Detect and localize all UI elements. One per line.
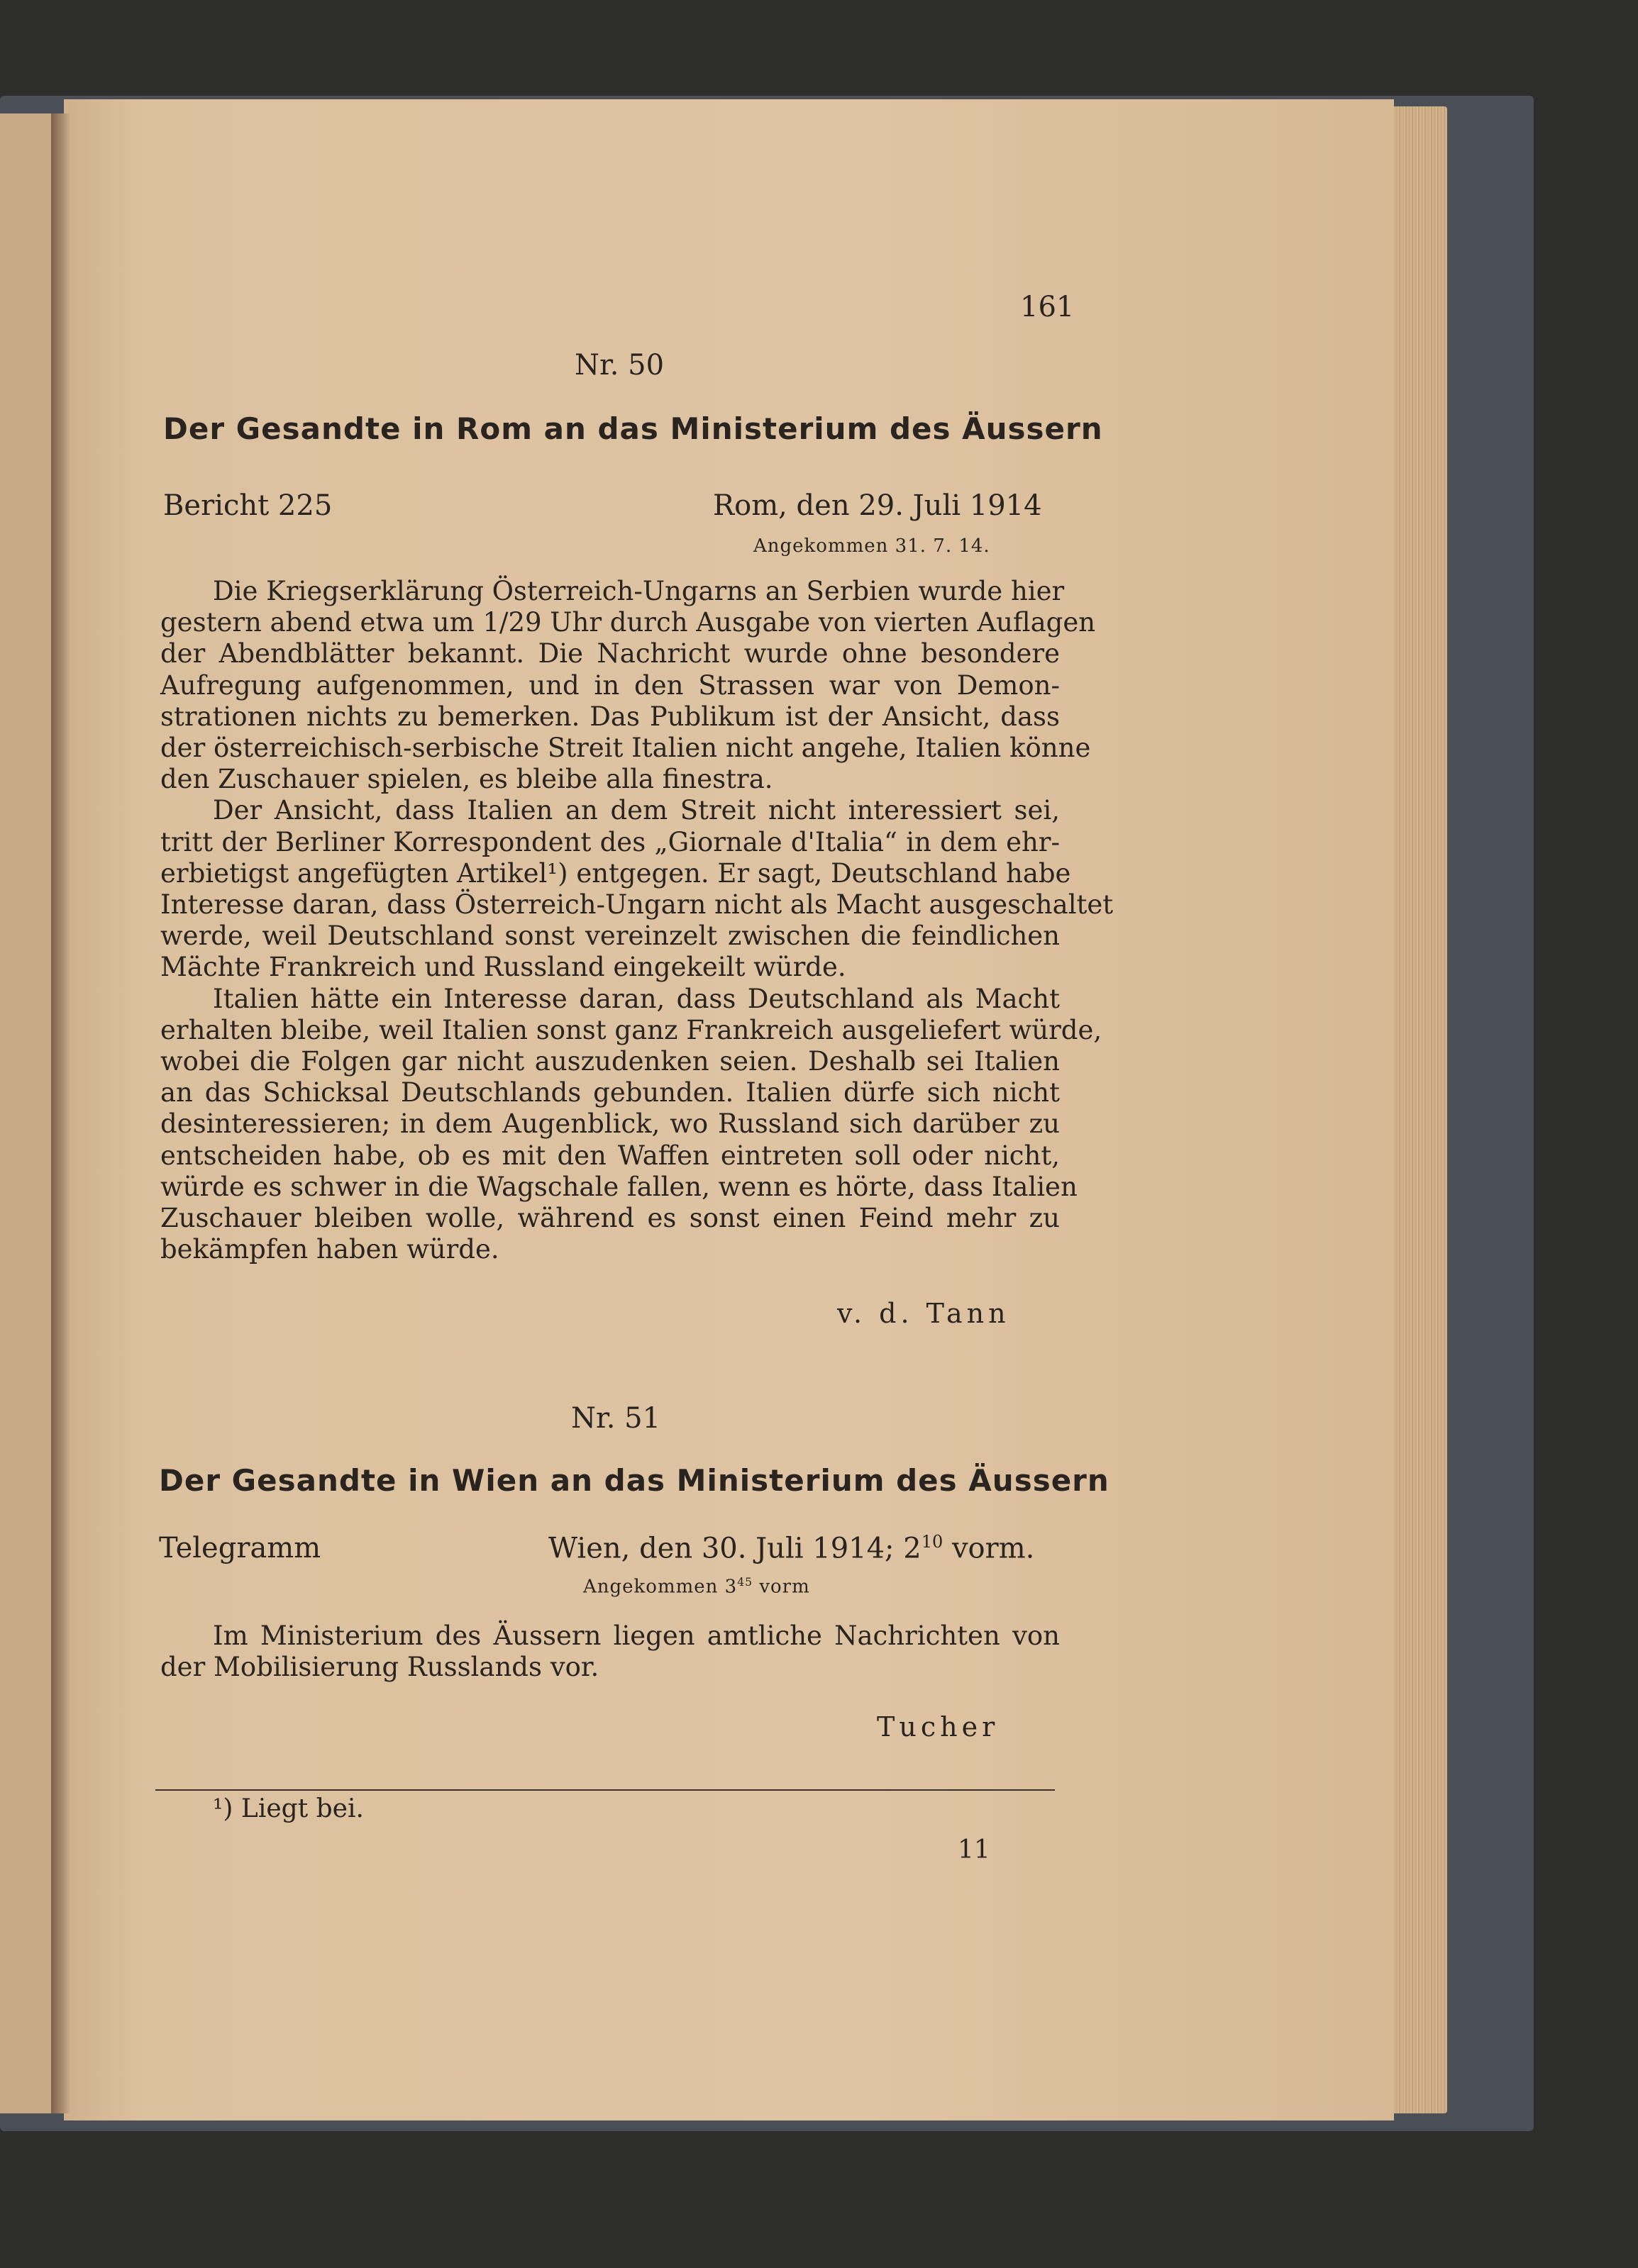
doc1-line: gestern abend etwa um 1/29 Uhr durch Ausgabe von vierten Auflagen	[160, 607, 1096, 638]
doc1-line: der Abendblätter bekannt. Die Nachricht wurde ohne besondere	[160, 638, 1060, 669]
doc1-report: Bericht 225	[163, 489, 333, 522]
doc1-line: der österreichisch-serbische Streit Italien nicht angehe, Italien könne	[160, 733, 1091, 763]
doc1-line: desinteressieren; in dem Augenblick, wo Russland sich darüber zu	[160, 1108, 1060, 1140]
doc2-line: der Mobilisierung Russlands vor.	[160, 1652, 599, 1682]
doc2-type: Telegramm	[159, 1532, 321, 1564]
doc2-received: Angekommen $3^{45}$ vorm	[583, 1576, 810, 1598]
doc1-line: Italien hätte ein Interesse daran, dass Deutschland als Macht	[213, 983, 1060, 1014]
doc1-line: bekämpfen haben würde.	[160, 1234, 499, 1265]
doc1-line: erbietigst angefügten Artikel¹) entgegen. Er sagt, Deutschland habe	[160, 857, 1071, 889]
doc2-heading: Der Gesandte in Wien an das Ministerium des Äussern	[159, 1463, 1109, 1498]
doc1-line: werde, weil Deutschland sonst vereinzelt zwischen die feindlichen	[160, 921, 1060, 952]
doc1-line: Zuschauer bleiben wolle, während es sonst einen Feind mehr zu	[160, 1203, 1060, 1233]
doc2-line: Im Ministerium des Äussern liegen amtliche Nachrichten von	[213, 1621, 1060, 1651]
doc1-line: Der Ansicht, dass Italien an dem Streit nicht interessiert sei,	[213, 795, 1060, 826]
footnote: ¹) Liegt bei.	[213, 1794, 364, 1823]
doc1-place-date: Rom, den 29. Juli 1914	[713, 489, 1042, 522]
doc1-signature: v. d. Tann	[837, 1298, 1010, 1329]
doc1-line: den Zuschauer spielen, es bleibe alla finestra.	[160, 764, 773, 795]
doc1-received: Angekommen 31. 7. 14.	[753, 535, 990, 557]
doc1-line: Mächte Frankreich und Russland eingekeilt würde.	[160, 952, 846, 983]
doc1-line: tritt der Berliner Korrespondent des „Giornale d'Italia“ in dem ehr-	[160, 826, 1060, 857]
doc1-line: Interesse daran, dass Österreich-Ungarn nicht als Macht ausgeschaltet	[160, 889, 1114, 920]
doc2-signature: Tucher	[877, 1711, 1000, 1742]
doc1-line: strationen nichts zu bemerken. Das Publikum ist der Ansicht, dass	[160, 701, 1060, 732]
doc1-line: erhalten bleibe, weil Italien sonst ganz Frankreich ausgeliefert würde,	[160, 1014, 1102, 1045]
doc1-line: entscheiden habe, ob es mit den Waffen eintreten soll oder nicht,	[160, 1140, 1060, 1171]
doc1-line: Aufregung aufgenommen, und in den Strassen war von Demon-	[160, 669, 1060, 701]
doc1-heading: Der Gesandte in Rom an das Ministerium des Äussern	[163, 411, 1103, 446]
doc1-line: Die Kriegserklärung Österreich-Ungarns an Serbien wurde hier	[213, 576, 1065, 606]
doc1-line: an das Schicksal Deutschlands gebunden. Italien dürfe sich nicht	[160, 1077, 1060, 1108]
doc2-place-date: Wien, den 30. Juli 1914; $2^{10}$ vorm.	[548, 1532, 1035, 1565]
doc2-number: Nr. 51	[571, 1402, 661, 1435]
footnote-rule	[155, 1789, 1055, 1791]
doc1-line: würde es schwer in die Wagschale fallen, wenn es hörte, dass Italien	[160, 1171, 1078, 1202]
page-number: 161	[1020, 291, 1075, 323]
signature-mark: 11	[958, 1835, 990, 1864]
book-gutter	[51, 113, 70, 2113]
doc1-line: wobei die Folgen gar nicht auszudenken seien. Deshalb sei Italien	[160, 1046, 1060, 1077]
doc1-number: Nr. 50	[575, 349, 665, 382]
